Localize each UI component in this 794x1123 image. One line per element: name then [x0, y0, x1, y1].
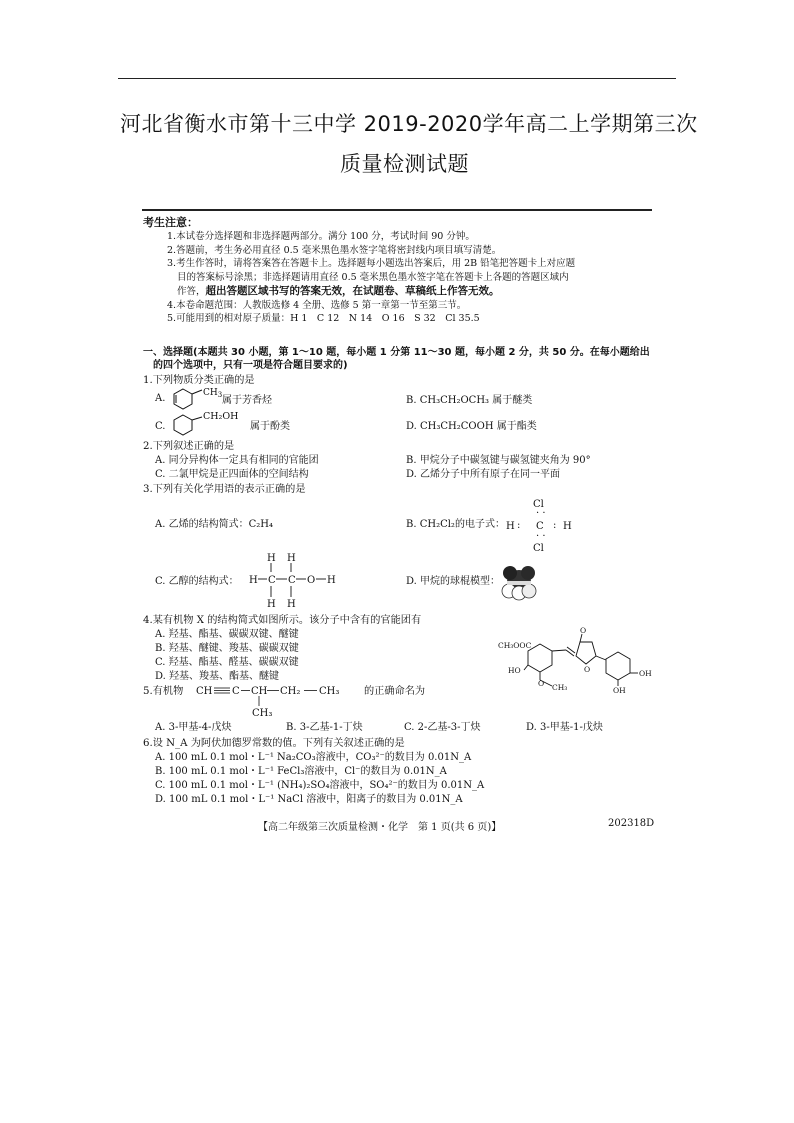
svg-text:H: H — [249, 575, 258, 586]
q5-stem-pre: 5.有机物 — [143, 686, 184, 697]
page-code: 202318D — [608, 818, 655, 829]
notice-item-3-bold: 超出答题区域书写的答案无效，在试题卷、草稿纸上作答无效。 — [205, 284, 500, 297]
q1-a-substituent-text: CH — [203, 388, 218, 398]
notice-item-1: 1.本试卷分选择题和非选择题两部分。满分 100 分，考试时间 90 分钟。 — [167, 231, 475, 242]
svg-text:C: C — [536, 521, 544, 532]
section-heading-line1: 一、选择题(本题共 30 小题，第 1～10 题，每小题 1 分第 11～30 题，每小题 2 分，共 50 分。在每小题给出 — [143, 347, 650, 358]
q6-option-b: B. 100 mL 0.1 mol・L⁻¹ FeCl₃溶液中，Cl⁻的数目为 0.01N_A — [155, 766, 447, 777]
svg-text:CH₃OOC: CH₃OOC — [498, 641, 532, 650]
q4-stem: 4.某有机物 X 的结构简式如图所示。该分子中含有的官能团有 — [143, 615, 422, 626]
svg-text:· ·: · · — [536, 508, 546, 519]
notice-heading: 考生注意： — [143, 216, 198, 229]
svg-text:O: O — [584, 665, 591, 674]
q4-molecule-structure-icon — [496, 626, 656, 694]
svg-text:H: H — [327, 575, 336, 586]
notice-item-3-cont: 目的答案标号涂黑；非选择题请用直径 0.5 毫米黑色墨水签字笔在答题卡上各题的答题区域内 — [177, 272, 569, 284]
notice-item-4: 4.本卷命题范围：人教版选修 4 全册、选修 5 第一章第一节至第三节。 — [167, 299, 467, 311]
q1-a-substituent: $CH_3$ — [203, 388, 223, 399]
q4-option-b: B. 羟基、醚键、羧基、碳碳双键 — [155, 643, 299, 654]
svg-text:H: H — [287, 599, 296, 610]
notice-block — [143, 214, 575, 326]
svg-text:O: O — [307, 575, 316, 586]
top-rule — [118, 78, 676, 79]
svg-text:C: C — [268, 575, 276, 586]
q1-option-d: D. CH₃CH₂COOH 属于酯类 — [406, 421, 537, 432]
q2-stem: 2.下列叙述正确的是 — [143, 441, 235, 452]
q1-c-substituent: CH₂OH — [203, 411, 239, 422]
q1-option-c-text: 属于酚类 — [250, 421, 290, 432]
svg-text:CH₃: CH₃ — [319, 686, 340, 697]
q5-stem — [143, 685, 183, 698]
q5-stem-post: 的正确命名为 — [364, 686, 426, 697]
q3-option-c: C. 乙醇的结构式： — [155, 576, 239, 587]
page-title-line1: 河北省衡水市第十三中学 2019-2020学年高二上学期第三次 — [120, 112, 698, 136]
q3-ethanol-structure-icon — [244, 551, 344, 611]
svg-text:H: H — [563, 521, 572, 532]
notice-item-3-cont2 — [143, 285, 575, 299]
svg-text:C: C — [232, 686, 240, 697]
svg-text:Cl: Cl — [533, 499, 544, 510]
notice-item-2: 2.答题前，考生务必用直径 0.5 毫米黑色墨水签字笔将密封线内项目填写清楚。 — [167, 244, 502, 256]
q5-option-b: B. 3-乙基-1-丁炔 — [286, 722, 363, 733]
svg-text:· ·: · · — [536, 531, 546, 542]
q3-stem: 3.下列有关化学用语的表示正确的是 — [143, 484, 306, 495]
notice-item-5: 5.可能用到的相对原子质量：H 1 C 12 N 14 O 16 S 32 Cl 35.5 — [167, 313, 480, 325]
svg-text:CH₂: CH₂ — [280, 686, 301, 697]
notice-item-3: 3.考生作答时，请将答案答在答题卡上。选择题每小题选出答案后，用 2B 铅笔把答题卡上对应题 — [167, 258, 576, 270]
q4-option-c: C. 羟基、酯基、醛基、碳碳双键 — [155, 657, 299, 668]
svg-text:H: H — [506, 521, 515, 532]
q1-option-c-label: C. — [155, 421, 166, 432]
svg-text::: : — [553, 520, 557, 531]
q6-option-c: C. 100 mL 0.1 mol・L⁻¹ (NH₄)₂SO₄溶液中，SO₄²⁻的数目为 0.01N_A — [155, 780, 485, 791]
q3-option-d: D. 甲烷的球棍模型： — [406, 576, 501, 587]
svg-text:O: O — [580, 626, 587, 635]
q4-option-d: D. 羟基、羧基、酯基、醚键 — [155, 671, 280, 682]
methane-ball-model-icon — [501, 564, 537, 600]
svg-text:C: C — [288, 575, 296, 586]
svg-text:O: O — [538, 679, 545, 688]
q3-electron-formula-icon — [505, 497, 575, 555]
q1-stem: 1.下列物质分类正确的是 — [143, 375, 255, 386]
svg-text:HO: HO — [508, 666, 521, 675]
q2-option-a: A. 同分异构体一定具有相同的官能团 — [155, 455, 319, 466]
q2-option-d: D. 乙烯分子中所有原子在同一平面 — [406, 469, 561, 480]
q5-option-d: D. 3-甲基-1-戊炔 — [526, 722, 603, 733]
svg-text:OH: OH — [639, 669, 652, 678]
q6-option-d: D. 100 mL 0.1 mol・L⁻¹ NaCl 溶液中，阳离子的数目为 0.01N_A — [155, 794, 463, 805]
svg-text:H: H — [267, 599, 276, 610]
page-footer: 【高二年级第三次质量检测・化学 第 1 页(共 6 页)】 — [258, 822, 502, 833]
section-heading-line2: 的四个选项中，只有一项是符合题目要求的) — [153, 360, 348, 371]
notice-rule — [142, 209, 652, 211]
q5-option-c: C. 2-乙基-3-丁炔 — [404, 722, 481, 733]
q1-option-a-text: 属于芳香烃 — [222, 395, 272, 406]
q2-option-b: B. 甲烷分子中碳氢键与碳氢键夹角为 90° — [406, 455, 591, 466]
svg-text:H: H — [287, 553, 296, 564]
q5-structure-icon — [196, 683, 362, 717]
notice-item-3-lead: 作答， — [177, 285, 206, 297]
svg-text:OH: OH — [613, 686, 626, 695]
svg-text::: : — [517, 520, 521, 531]
svg-text:CH: CH — [196, 686, 213, 697]
q3-option-a: A. 乙烯的结构简式：C₂H₄ — [155, 519, 273, 530]
svg-text:CH₃: CH₃ — [552, 683, 568, 692]
svg-text:CH: CH — [251, 686, 268, 697]
q2-option-c: C. 二氯甲烷是正四面体的空间结构 — [155, 469, 309, 480]
q1-option-a-label: A. — [155, 393, 166, 404]
q4-option-a: A. 羟基、酯基、碳碳双键、醚键 — [155, 629, 299, 640]
q5-option-a: A. 3-甲基-4-戊炔 — [155, 722, 232, 733]
svg-text:CH₃: CH₃ — [252, 708, 273, 719]
q6-option-a: A. 100 mL 0.1 mol・L⁻¹ Na₂CO₃溶液中，CO₃²⁻的数目为 0.01N_A — [155, 752, 472, 763]
q1-option-b: B. CH₃CH₂OCH₃ 属于醚类 — [406, 395, 533, 406]
q6-stem: 6.设 N_A 为阿伏加德罗常数的值。下列有关叙述正确的是 — [143, 738, 405, 749]
q3-option-b: B. CH₂Cl₂的电子式： — [406, 519, 505, 530]
page-title-line2: 质量检测试题 — [340, 152, 469, 176]
svg-text:H: H — [267, 553, 276, 564]
svg-text:Cl: Cl — [533, 543, 544, 554]
